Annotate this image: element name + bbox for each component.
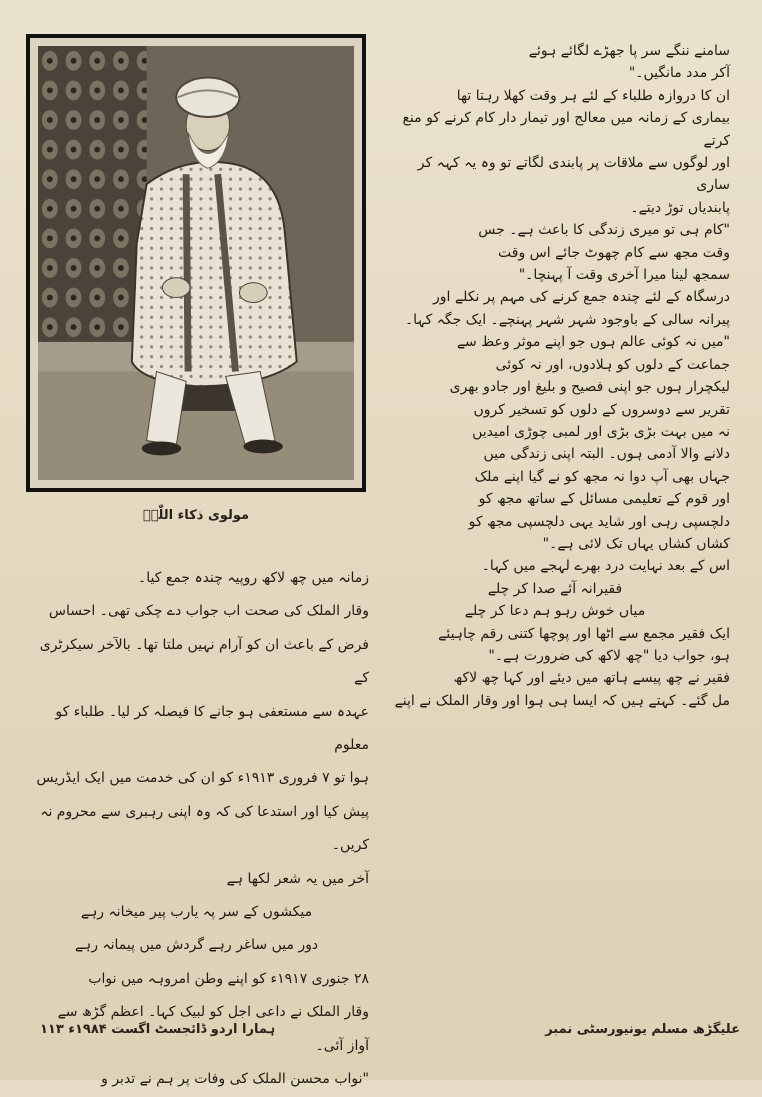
right-text-column — [380, 40, 730, 712]
text-line: آکر مدد مانگیں۔" — [628, 65, 730, 82]
verse-line: دور میں ساغر رہے گردش میں پیمانہ رہے — [74, 937, 319, 954]
text-line: وقار الملک کی صحت اب جواب دے چکی تھی۔ احساس — [48, 603, 369, 620]
footer-issue-title: علیگڑھ مسلم یونیورسٹی نمبر — [545, 1022, 740, 1037]
text-line: تقریر سے دوسروں کے دلوں کو تسخیر کروں — [473, 401, 730, 418]
text-line: آخر میں یہ شعر لکھا ہے — [226, 870, 369, 887]
footer-magazine-title: ہمارا اردو ڈائجسٹ اگست ۱۹۸۴ء ۱۱۳ — [40, 1022, 276, 1037]
portrait-image — [38, 46, 354, 480]
text-line: ان کا دروازہ طلباء کے لئے ہر وقت کھلا رہتا تھا — [456, 87, 730, 104]
left-text-column — [24, 562, 369, 1097]
text-line: عہدہ سے مستعفی ہو جانے کا فیصلہ کر لیا۔ طلباء کو معلوم — [55, 703, 369, 754]
text-line: درسگاہ کے لئے چندہ جمع کرنے کی مہم پر نکلے اور — [433, 289, 730, 306]
text-line: اور لوگوں سے ملاقات پر پابندی لگاتے تو وہ یہ کہہ کر ساری — [417, 155, 730, 194]
text-line: فرض کے باعث ان کو آرام نہیں ملتا تھا۔ بالآخر سیکرٹری کے — [39, 636, 369, 687]
text-line: سامنے ننگے سر پا جھڑے لگائے ہوئے — [528, 43, 730, 59]
photo-caption: مولوی ذکاء اللّٰہؒ — [142, 508, 250, 523]
text-line: پیش کیا اور استدعا کی کہ وہ اپنی رہبری سے محروم نہ کریں۔ — [40, 803, 369, 854]
text-line: نہ میں بہت بڑی بڑی اور لمبی چوڑی امیدیں — [472, 423, 730, 440]
text-line: "نواب محسن الملک کی وفات پر ہم نے تدبر و — [101, 1071, 369, 1088]
verse-line: فقیرانہ آئے صدا کر چلے — [487, 580, 623, 597]
text-line: اور قوم کے تعلیمی مسائل کے ساتھ مجھ کو — [478, 491, 730, 508]
verse-line: میکشوں کے سر پہ یارب پیر میخانہ رہے — [80, 904, 313, 921]
text-line: وقار الملک نے داعی اجل کو لبیک کہا۔ اعظم گڑھ سے — [57, 1004, 369, 1021]
text-line: وقت مجھ سے کام چھوٹ جائے اس وقت — [498, 244, 730, 261]
text-line: جہاں بھی آپ دوا نہ مجھ کو نے گیا اپنے ملک — [474, 468, 730, 485]
text-line: بیماری کے زمانہ میں معالج اور تیمار دار کام کرنے کو منع کرتے — [402, 110, 730, 149]
text-line: جماعت کے دلوں کو ہلادوں، اور نہ کوئی — [495, 356, 730, 373]
text-line: زمانہ میں چھ لاکھ روپیہ چندہ جمع کیا۔ — [138, 570, 369, 586]
text-line: دلانے والا آدمی ہوں۔ البتہ اپنی زندگی میں — [483, 446, 730, 463]
text-line: اس کے بعد نہایت درد بھرے لہجے میں کہا۔ — [481, 558, 730, 575]
text-line: فقیر نے چھ پیسے ہاتھ میں دیئے اور کہا چھ لاکھ — [453, 670, 730, 687]
text-line: کشاں کشاں یہاں تک لائی ہے۔" — [542, 535, 730, 552]
text-line: پیرانہ سالی کے باوجود شہر شہر پہنچے۔ ایک جگہ کہا۔ — [404, 311, 730, 328]
text-line: ایک فقیر مجمع سے اٹھا اور پوچھا کتنی رقم چاہیئے — [438, 625, 730, 642]
text-line: "کام ہی تو میری زندگی کا باعث ہے۔ جس — [478, 222, 730, 239]
text-line: ہو، جواب دیا "چھ لاکھ کی ضرورت ہے۔" — [488, 647, 730, 664]
text-line: ہوا تو ۷ فروری ۱۹۱۳ء کو ان کی خدمت میں ایک ایڈریس — [36, 770, 369, 787]
text-line: لیکچرار ہوں جو اپنی فصیح و بلیغ اور جادو بھری — [449, 379, 730, 396]
portrait-photo — [38, 46, 354, 480]
text-line: دلچسپی رہی اور شاید یہی دلچسپی مجھ کو — [468, 513, 730, 530]
text-line: سمجھ لینا میرا آخری وقت آ پہنچا۔" — [518, 267, 730, 284]
text-line: مل گئے۔ کہتے ہیں کہ ایسا ہی ہوا اور وقار الملک نے اپنے — [394, 692, 730, 709]
text-line: "میں نہ کوئی عالم ہوں جو اپنے موثر وعظ سے — [456, 334, 730, 351]
portrait-photo-frame — [26, 34, 366, 492]
verse-line: میاں خوش رہو ہم دعا کر چلے — [464, 603, 646, 620]
text-line: ۲۸ جنوری ۱۹۱۷ء کو اپنے وطن امروہہ میں نواب — [88, 970, 369, 987]
text-line: پابندیاں توڑ دیتے۔ — [630, 199, 730, 216]
text-line: آواز آئی۔ — [315, 1037, 369, 1054]
